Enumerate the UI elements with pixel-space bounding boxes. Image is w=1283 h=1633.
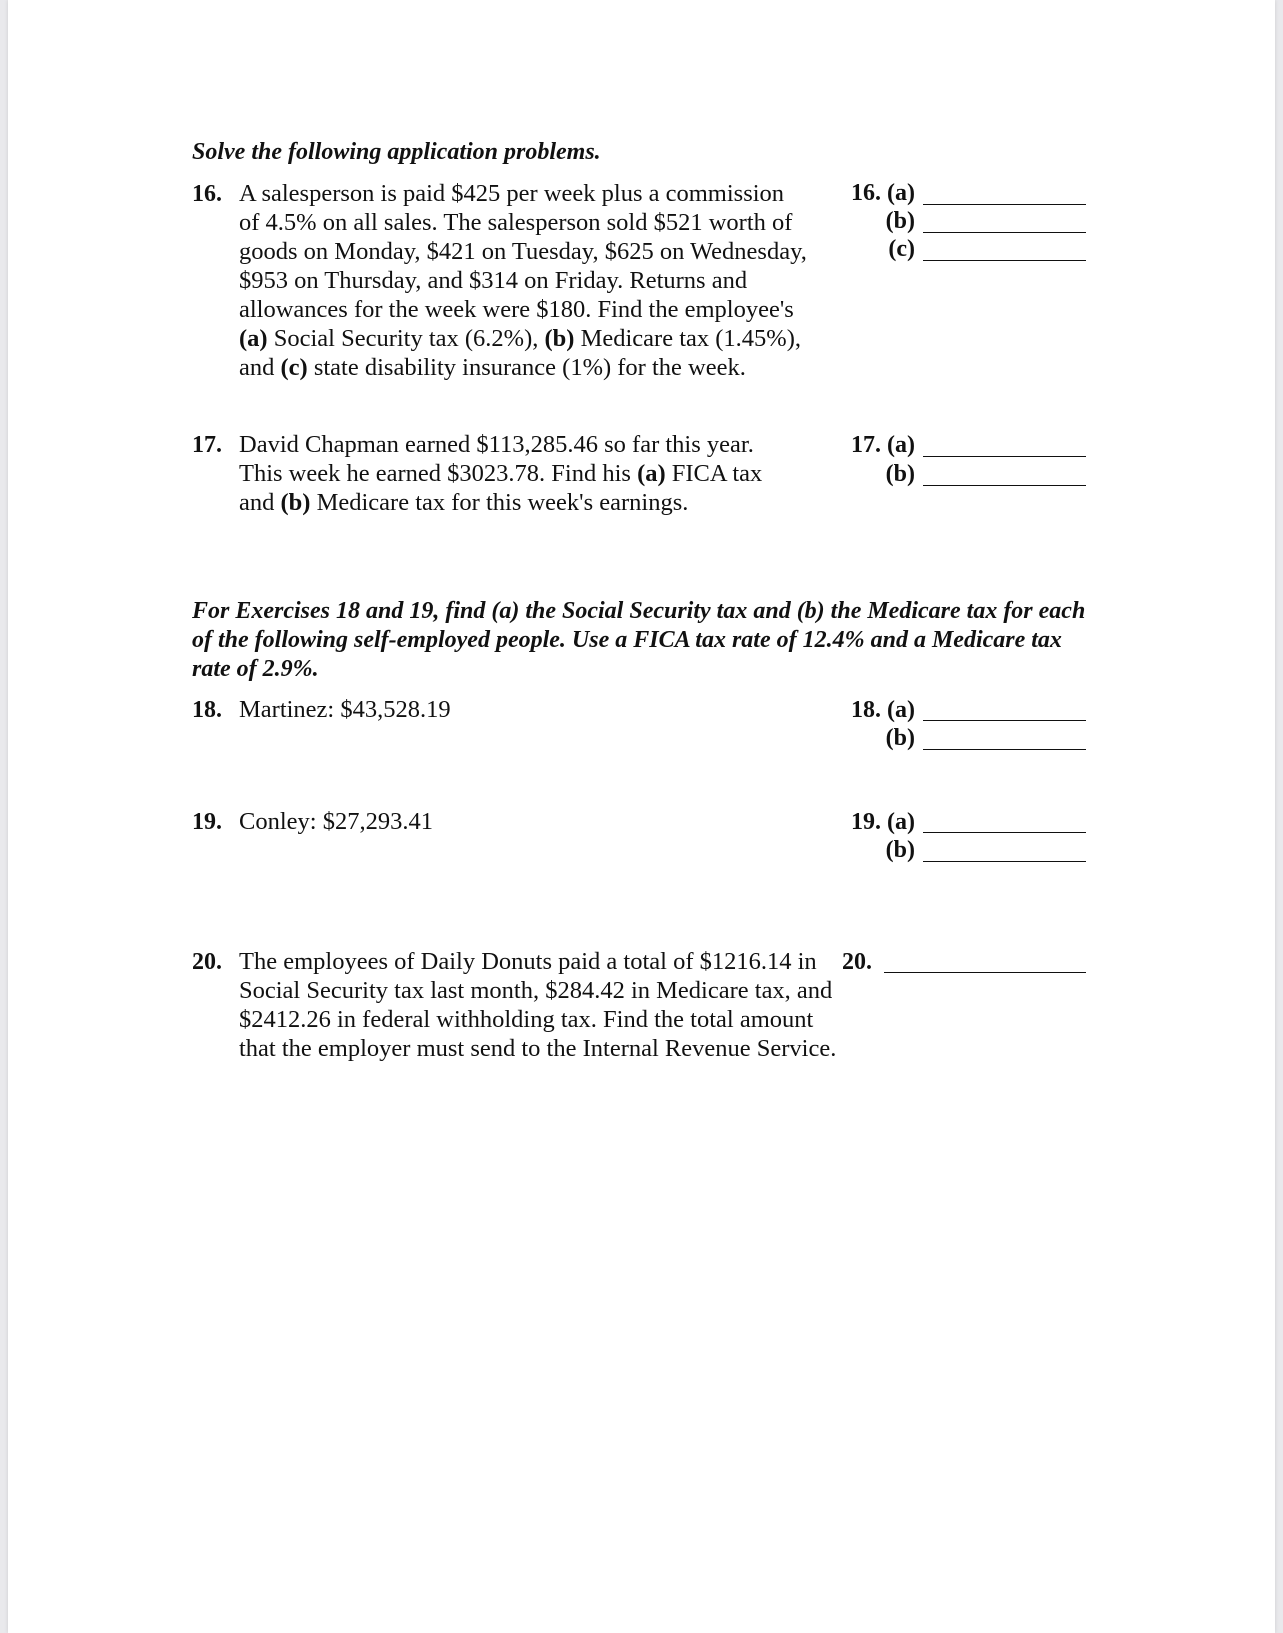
instruction-line: rate of 2.9%. xyxy=(192,656,319,682)
answer-16c-label: (c) xyxy=(888,236,915,262)
answer-18a-blank[interactable] xyxy=(923,720,1086,721)
answer-17b-label: (b) xyxy=(885,461,915,487)
part-c-label: (c) xyxy=(280,354,308,381)
answer-17a-label: 17. (a) xyxy=(851,432,915,458)
problem-20-line: that the employer must send to the Internal Revenue Service. xyxy=(239,1035,837,1062)
problem-19-text: Conley: $27,293.41 xyxy=(239,808,433,835)
problem-20-text xyxy=(239,947,836,1063)
instruction-line: For Exercises 18 and 19, find (a) the Social Security tax and (b) the Medicare tax for each xyxy=(192,598,1086,624)
problem-20-line: Social Security tax last month, $284.42 in Medicare tax, and xyxy=(239,977,833,1004)
line-prefix: and xyxy=(239,354,281,381)
answer-16b-label: (b) xyxy=(885,208,915,234)
problem-20-line: $2412.26 in federal withholding tax. Find the total amount xyxy=(239,1006,814,1033)
answer-17a-blank[interactable] xyxy=(923,456,1086,457)
problem-17-line xyxy=(239,488,762,517)
problem-16-number: 16. xyxy=(192,181,222,207)
answer-19a-label: 19. (a) xyxy=(851,809,915,835)
answer-19b-label: (b) xyxy=(885,837,915,863)
answer-18a-label: 18. (a) xyxy=(851,697,915,723)
problem-16-text xyxy=(239,179,807,382)
problem-16-line: of 4.5% on all sales. The salesperson sold $521 worth of xyxy=(239,209,793,236)
part-b-text: Medicare tax (1.45%), xyxy=(574,325,801,352)
part-a-text: FICA tax xyxy=(665,460,763,487)
problem-16-line xyxy=(239,324,807,353)
problem-16-line xyxy=(239,353,807,382)
problem-17-text xyxy=(239,430,762,517)
part-b-label: (b) xyxy=(280,489,311,516)
problem-16-line: A salesperson is paid $425 per week plus a commission xyxy=(239,180,785,207)
instructions-heading: Solve the following application problems. xyxy=(192,139,601,165)
problem-20-number: 20. xyxy=(192,949,222,975)
problem-16-line: goods on Monday, $421 on Tuesday, $625 on Wednesday, xyxy=(239,238,807,265)
answer-20-label: 20. xyxy=(842,949,872,975)
problem-18-number: 18. xyxy=(192,697,222,723)
problem-17-number: 17. xyxy=(192,432,222,458)
problem-19-number: 19. xyxy=(192,809,222,835)
problem-16-line: allowances for the week were $180. Find the employee's xyxy=(239,296,794,323)
part-a-text: Social Security tax (6.2%), xyxy=(267,325,545,352)
worksheet-page xyxy=(8,0,1275,1633)
answer-18b-label: (b) xyxy=(885,725,915,751)
answer-19a-blank[interactable] xyxy=(923,832,1086,833)
problem-20-line: The employees of Daily Donuts paid a total of $1216.14 in xyxy=(239,948,817,975)
answer-16a-blank[interactable] xyxy=(923,204,1086,205)
line-prefix: and xyxy=(239,489,281,516)
answer-16a-label: 16. (a) xyxy=(851,180,915,206)
part-c-text: state disability insurance (1%) for the week. xyxy=(307,354,746,381)
part-b-label: (b) xyxy=(544,325,575,352)
answer-17b-blank[interactable] xyxy=(923,485,1086,486)
problem-17-line xyxy=(239,459,762,488)
part-a-label: (a) xyxy=(239,325,268,352)
part-b-text: Medicare tax for this week's earnings. xyxy=(310,489,689,516)
answer-16c-blank[interactable] xyxy=(923,260,1086,261)
answer-19b-blank[interactable] xyxy=(923,861,1086,862)
answer-20-blank[interactable] xyxy=(884,972,1086,973)
answer-16b-blank[interactable] xyxy=(923,232,1086,233)
problem-16-line: $953 on Thursday, and $314 on Friday. Returns and xyxy=(239,267,748,294)
answer-18b-blank[interactable] xyxy=(923,749,1086,750)
instruction-line: of the following self-employed people. Use a FICA tax rate of 12.4% and a Medicare tax xyxy=(192,627,1062,653)
problem-17-line: David Chapman earned $113,285.46 so far this year. xyxy=(239,431,754,458)
line-prefix: This week he earned $3023.78. Find his xyxy=(239,460,638,487)
problem-18-text: Martinez: $43,528.19 xyxy=(239,696,451,723)
part-a-label: (a) xyxy=(637,460,666,487)
exercise-instructions xyxy=(192,597,1085,684)
